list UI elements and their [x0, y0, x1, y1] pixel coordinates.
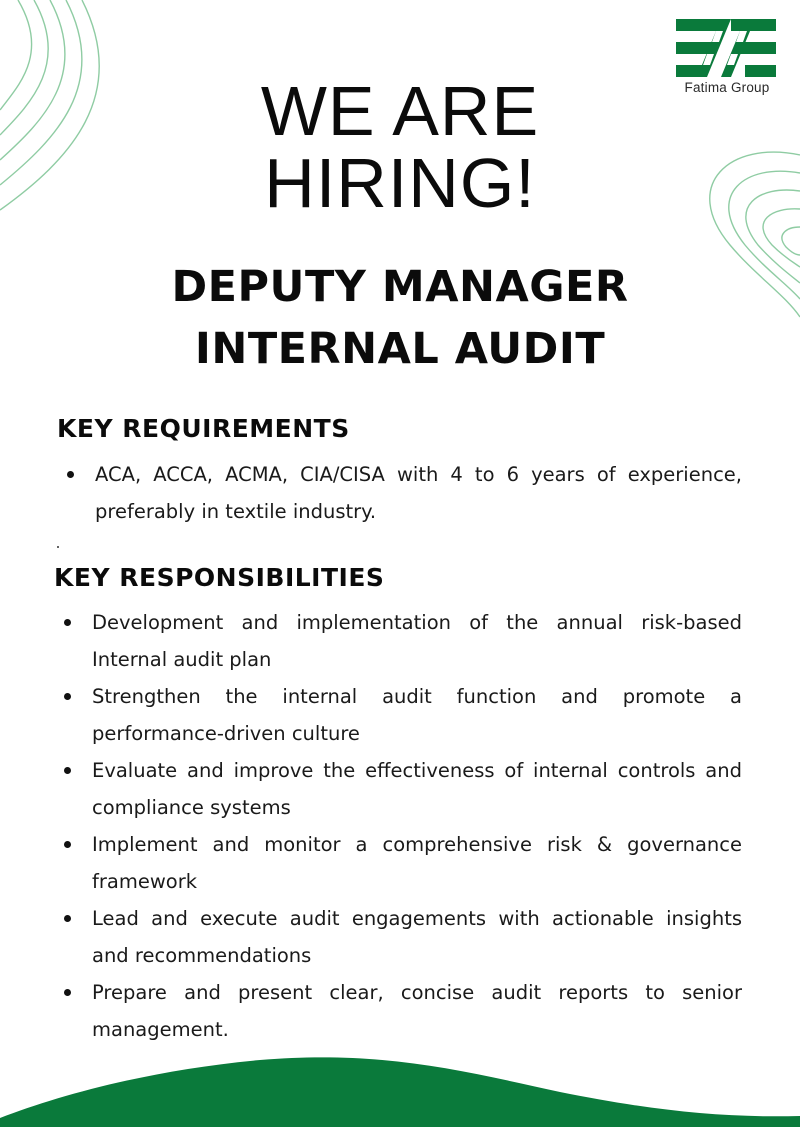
responsibilities-list	[54, 604, 742, 1048]
responsibilities-heading: KEY RESPONSIBILITIES	[54, 563, 385, 592]
list-item: Strengthen the internal audit function and promote a performance-driven culture	[54, 678, 742, 752]
list-item: Prepare and present clear, concise audit reports to senior management.	[54, 974, 742, 1048]
fatima-group-logo-icon	[676, 19, 776, 77]
headline-line-2: HIRING!	[264, 144, 536, 222]
list-item: ACA, ACCA, ACMA, CIA/CISA with 4 to 6 years of experience, preferably in textile industry.	[57, 456, 742, 530]
list-item: Implement and monitor a comprehensive risk & governance framework	[54, 826, 742, 900]
company-name: Fatima Group	[684, 80, 770, 95]
list-item: Development and implementation of the annual risk-based Internal audit plan	[54, 604, 742, 678]
headline-line-1: WE ARE	[260, 72, 540, 150]
requirements-heading: KEY REQUIREMENTS	[57, 414, 350, 443]
hiring-headline	[0, 72, 800, 222]
job-title	[0, 256, 800, 380]
job-title-line-1: DEPUTY MANAGER	[171, 262, 629, 312]
job-title-line-2: INTERNAL AUDIT	[194, 324, 606, 374]
list-item: Evaluate and improve the effectiveness of internal controls and compliance systems	[54, 752, 742, 826]
list-item: Lead and execute audit engagements with actionable insights and recommendations	[54, 900, 742, 974]
requirements-list	[57, 456, 742, 530]
stray-dot	[57, 546, 59, 548]
decorative-green-wave	[0, 1040, 800, 1127]
